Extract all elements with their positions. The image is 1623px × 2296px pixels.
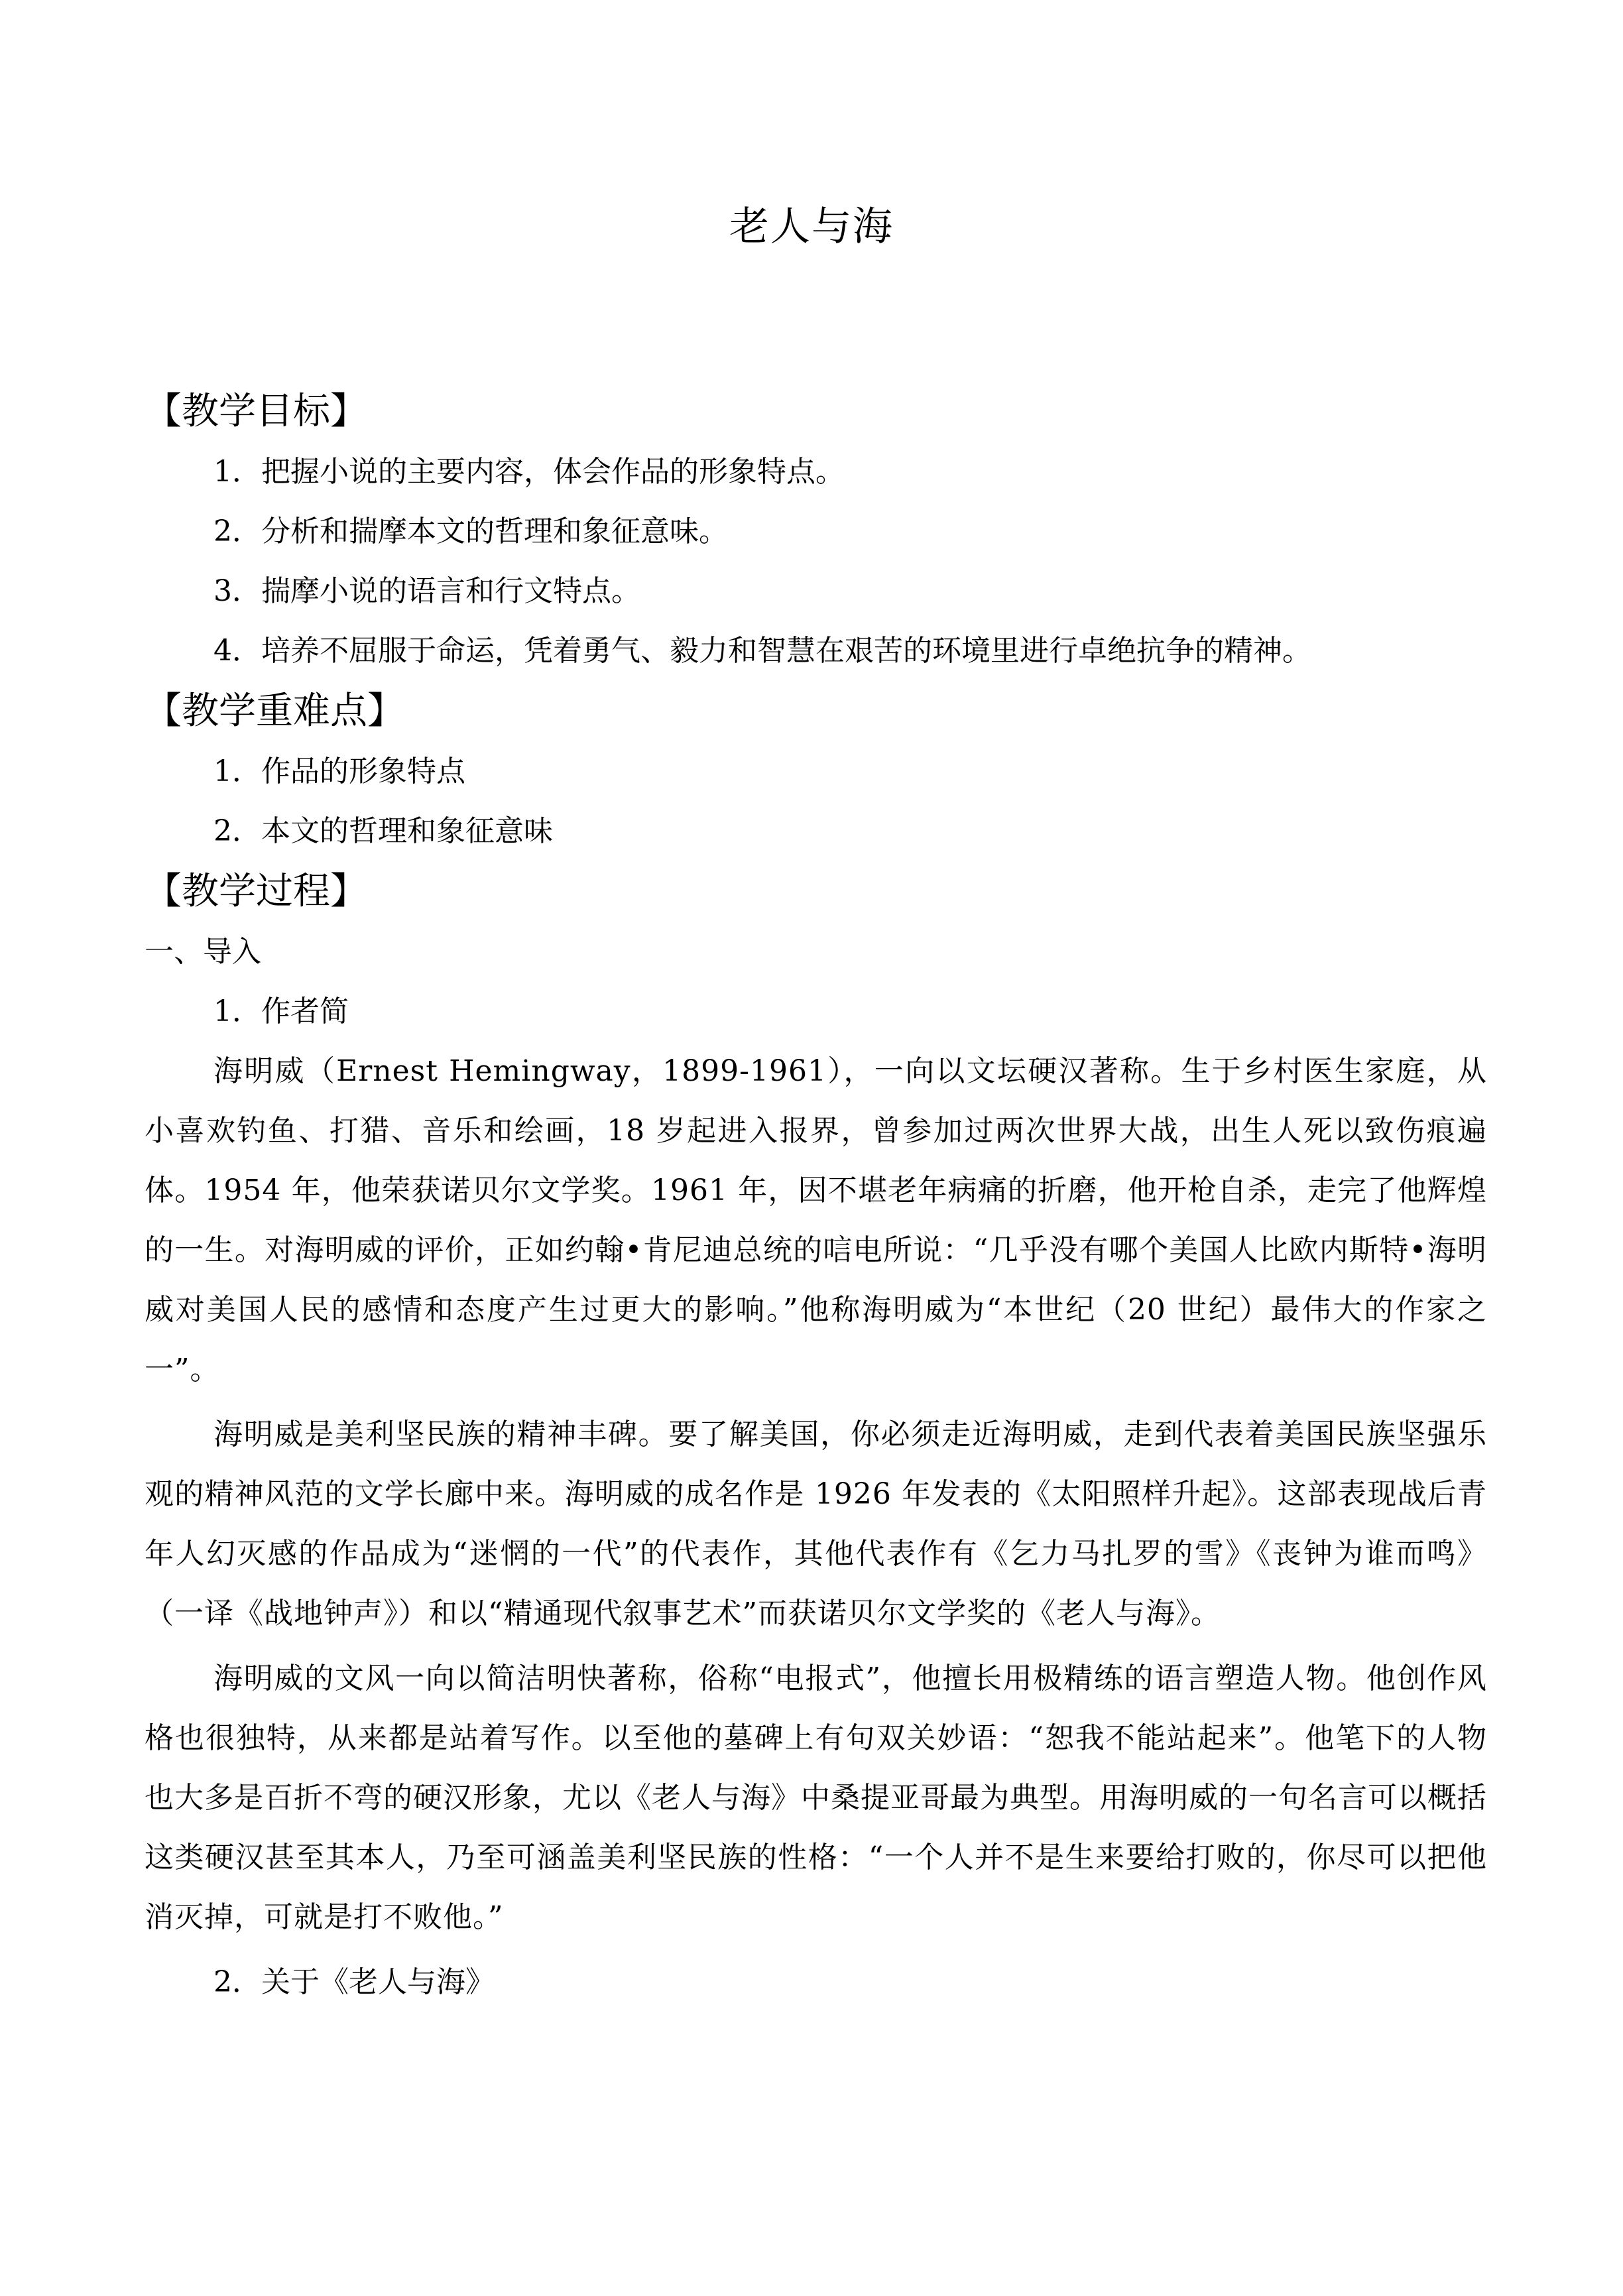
process-sub-author: 1．作者简 — [213, 995, 349, 1028]
process-sub-about-book: 2．关于《老人与海》 — [213, 1965, 495, 1999]
document-body — [145, 381, 1487, 2012]
heading-process: 【教学过程】 — [145, 870, 367, 913]
key-point-item: 1．作品的形象特点 — [213, 755, 465, 788]
objective-item: 4．培养不屈服于命运，凭着勇气、毅力和智慧在艰苦的环境里进行卓绝抗争的精神。 — [213, 634, 1311, 668]
author-paragraph: 海明威的文风一向以简洁明快著称，俗称“电报式”，他擅长用极精练的语言塑造人物。他创作风格也很独特，从来都是站着写作。以至他的墓碑上有句双关妙语：“恕我不能站起来”。他笔下的人物也大多是百折不弯的硬汉形象，尤以《老人与海》中桑提亚哥最为典型。用海明威的一句名言可以概括这类硬汉甚至其本人，乃至可涵盖美利坚民族的性格：“一个人并不是生来要给打败的，你尽可以把他消灭掉，可就是打不败他。” — [145, 1662, 1487, 1934]
page-title: 老人与海 — [729, 204, 894, 250]
key-point-item: 2．本文的哲理和象征意味 — [213, 814, 553, 848]
heading-objectives: 【教学目标】 — [145, 390, 367, 433]
objective-item: 3．揣摩小说的语言和行文特点。 — [213, 574, 640, 608]
author-paragraph: 海明威（Ernest Hemingway，1899-1961），一向以文坛硬汉著称。生于乡村医生家庭，从小喜欢钓鱼、打猎、音乐和绘画，18 岁起进入报界，曾参加过两次世界大战，出生人死以致伤痕遍体。1954 年，他荣获诺贝尔文学奖。1961 年，因不堪老年病痛的折磨，他开枪自杀，走完了他辉煌的一生。对海明威的评价，正如约翰•肯尼迪总统的唁电所说：“几乎没有哪个美国人比欧内斯特•海明威对美国人民的感情和态度产生过更大的影响。”他称海明威为“本世纪（20 世纪）最伟大的作家之一”。 — [145, 1054, 1487, 1386]
objective-item: 1．把握小说的主要内容，体会作品的形象特点。 — [213, 455, 845, 489]
objective-item: 2．分析和揣摩本文的哲理和象征意味。 — [213, 514, 728, 548]
process-part-intro: 一、导入 — [145, 935, 261, 969]
heading-key-points: 【教学重难点】 — [145, 690, 404, 733]
author-paragraph: 海明威是美利坚民族的精神丰碑。要了解美国，你必须走近海明威，走到代表着美国民族坚强乐观的精神风范的文学长廊中来。海明威的成名作是 1926 年发表的《太阳照样升起》。这部表现战后青年人幻灭感的作品成为“迷惘的一代”的代表作，其他代表作有《乞力马扎罗的雪》《丧钟为谁而鸣》（一译《战地钟声》）和以“精通现代叙事艺术”而获诺贝尔文学奖的《老人与海》。 — [145, 1418, 1487, 1630]
